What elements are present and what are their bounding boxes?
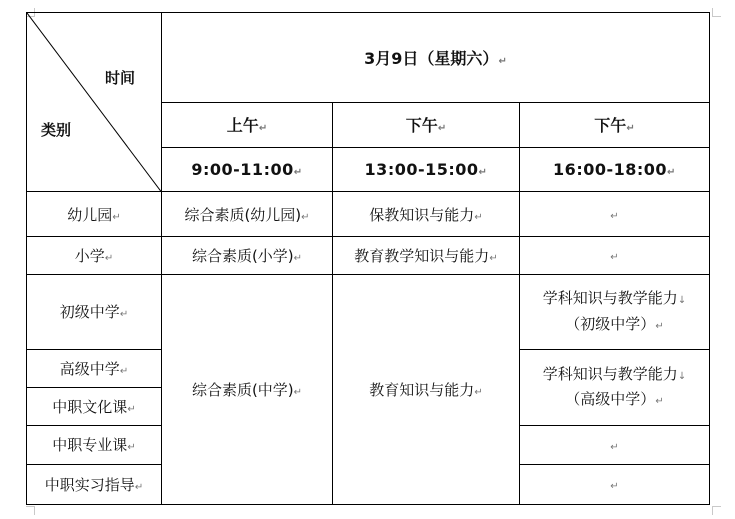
subject-text: 教育教学知识与能力 <box>354 246 490 265</box>
paragraph-mark: ↵ <box>293 167 303 179</box>
time-range-text: 16:00-18:00 <box>553 160 668 180</box>
category-text: 幼儿园 <box>67 205 113 224</box>
category-kindergarten <box>27 192 162 236</box>
subject-vocational-practice-pm2 <box>520 464 710 504</box>
paragraph-mark: ↵ <box>626 123 635 135</box>
time-range-afternoon-2 <box>520 148 710 192</box>
subject-line-1 <box>520 286 709 312</box>
period-label-morning <box>162 102 333 147</box>
subject-text: 综合素质(小学) <box>191 246 294 265</box>
subject-line-2 <box>520 312 709 338</box>
time-range-text: 13:00-15:00 <box>364 160 479 180</box>
paragraph-mark: ↵ <box>498 55 507 67</box>
subject-vocational-major-pm2 <box>520 426 710 464</box>
category-label: 类别 <box>41 121 72 139</box>
category-primary <box>27 236 162 274</box>
paragraph-mark: ↵ <box>134 481 144 493</box>
crop-mark-top-right <box>712 8 721 17</box>
paragraph-mark: ↵ <box>655 320 664 332</box>
paragraph-mark: ↵ <box>474 211 483 223</box>
category-text: 中职文化课 <box>52 398 128 417</box>
period-label-afternoon-1 <box>333 102 520 147</box>
category-text: 初级中学 <box>59 303 120 322</box>
category-vocational-culture <box>27 387 162 425</box>
paragraph-mark: ↵ <box>437 123 447 135</box>
paragraph-mark: ↵ <box>667 167 676 179</box>
period-label-afternoon-2 <box>520 102 710 147</box>
period-label-text: 下午 <box>405 116 438 136</box>
subject-primary-am <box>162 236 333 274</box>
time-range-afternoon-1 <box>333 148 520 192</box>
category-text: 中职实习指导 <box>44 475 135 494</box>
diagonal-line <box>27 13 161 191</box>
crop-mark-bottom-left <box>26 506 35 515</box>
subject-kindergarten-am <box>162 192 333 236</box>
subject-senior-middle-pm2 <box>520 349 710 426</box>
paragraph-mark: ↵ <box>104 252 114 264</box>
time-range-text: 9:00-11:00 <box>191 160 294 180</box>
paragraph-mark: ↵ <box>655 396 664 408</box>
paragraph-mark: ↵ <box>610 481 619 493</box>
category-vocational-practice <box>27 464 162 504</box>
category-text: 高级中学 <box>59 359 120 378</box>
paragraph-mark: ↵ <box>610 211 619 223</box>
paragraph-mark: ↵ <box>127 442 136 454</box>
category-junior-middle <box>27 275 162 350</box>
subject-text: 综合素质(幼儿园) <box>184 205 302 224</box>
period-label-text: 上午 <box>226 116 259 136</box>
category-text: 小学 <box>74 246 105 265</box>
paragraph-mark: ↵ <box>301 211 310 223</box>
time-label: 时间 <box>105 69 136 87</box>
subject-text: 综合素质(中学) <box>191 381 294 400</box>
category-senior-middle <box>27 349 162 387</box>
subject-text: 保教知识与能力 <box>369 205 475 224</box>
paragraph-mark: ↵ <box>610 441 619 453</box>
line-break-mark: ↓ <box>677 370 687 382</box>
subject-kindergarten-pm1 <box>333 192 520 236</box>
subject-middle-pm1 <box>333 275 520 505</box>
date-header-text: 3月9日（星期六） <box>364 48 499 68</box>
time-range-morning <box>162 148 333 192</box>
subject-text: （高级中学） <box>565 390 656 409</box>
line-break-mark: ↓ <box>677 295 687 307</box>
subject-kindergarten-pm2 <box>520 192 710 236</box>
subject-junior-middle-pm2 <box>520 275 710 350</box>
paragraph-mark: ↵ <box>474 387 483 399</box>
paragraph-mark: ↵ <box>489 252 498 264</box>
subject-primary-pm1 <box>333 236 520 274</box>
category-vocational-major <box>27 426 162 464</box>
paragraph-mark: ↵ <box>119 309 129 321</box>
paragraph-mark: ↵ <box>293 387 303 399</box>
subject-line-1 <box>520 362 709 388</box>
subject-text: 学科知识与教学能力 <box>542 364 678 383</box>
paragraph-mark: ↵ <box>258 123 268 135</box>
paragraph-mark: ↵ <box>478 167 488 179</box>
crop-mark-bottom-right <box>712 506 721 515</box>
paragraph-mark: ↵ <box>293 252 303 264</box>
subject-text: 教育知识与能力 <box>369 381 475 400</box>
subject-line-2 <box>520 387 709 413</box>
subject-text: （初级中学） <box>565 314 656 333</box>
paragraph-mark: ↵ <box>610 252 619 264</box>
paragraph-mark: ↵ <box>127 404 136 416</box>
subject-middle-am <box>162 275 333 505</box>
corner-header-cell <box>27 13 162 192</box>
category-text: 中职专业课 <box>52 436 128 455</box>
exam-schedule-table <box>26 12 710 505</box>
subject-primary-pm2 <box>520 236 710 274</box>
subject-text: 学科知识与教学能力 <box>542 289 678 308</box>
date-header <box>162 13 710 103</box>
paragraph-mark: ↵ <box>112 211 121 223</box>
period-label-text: 下午 <box>594 116 627 136</box>
paragraph-mark: ↵ <box>119 365 129 377</box>
